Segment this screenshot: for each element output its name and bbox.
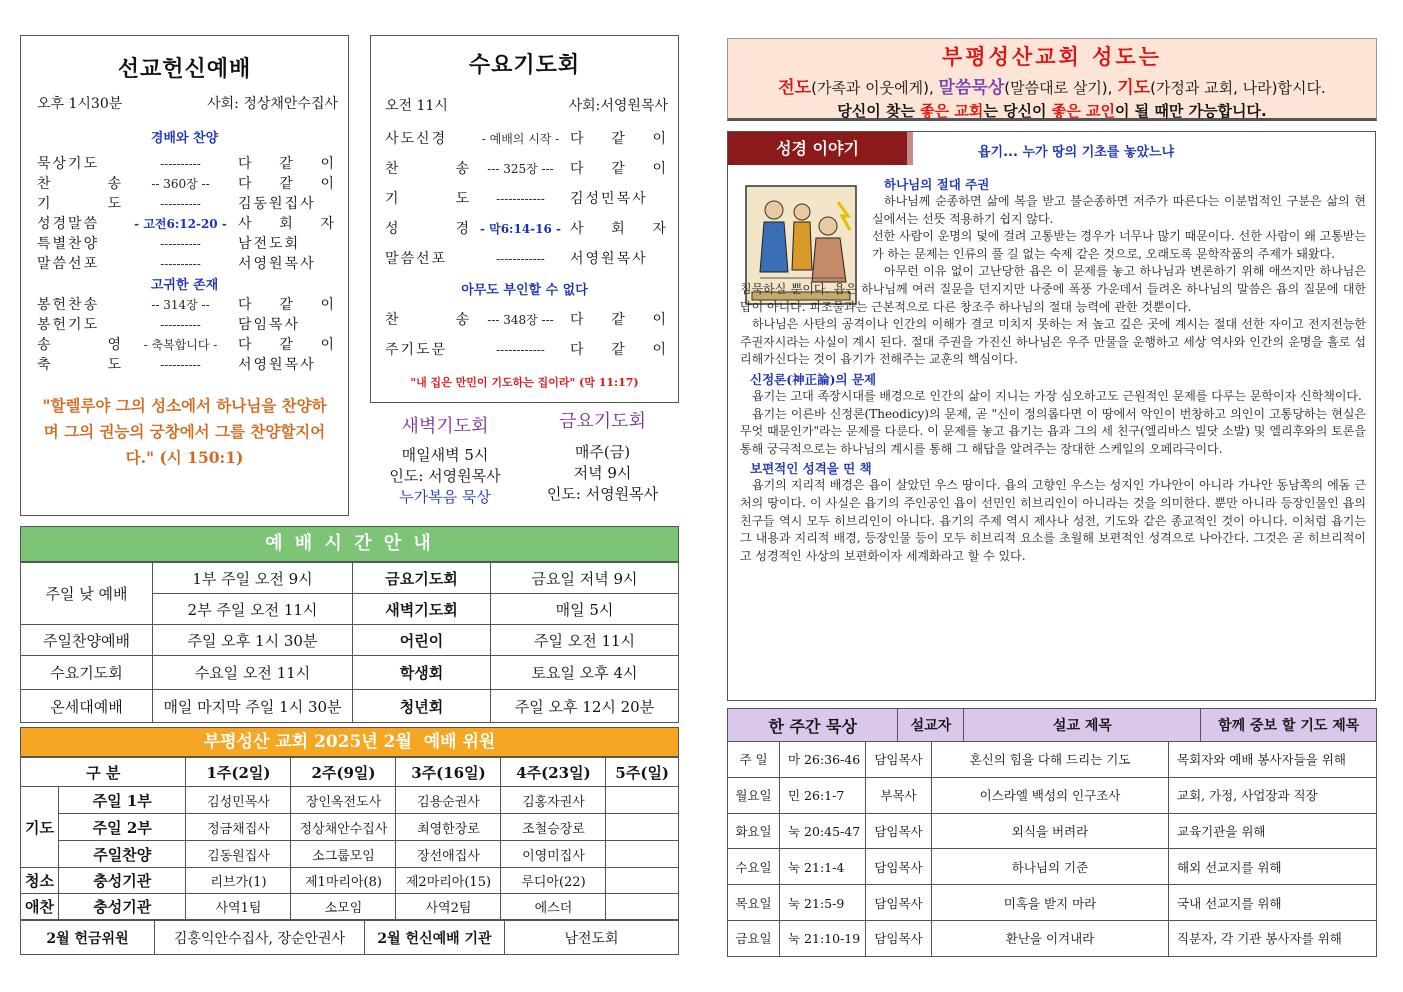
duty-cell: 소그룹모임 [291, 841, 396, 868]
meditation-prayer: 교육기관을 위해 [1169, 813, 1377, 849]
story-paragraph: 아무런 이유 없이 고난당한 욥은 이 문제를 놓고 하나님과 변론하기 위해 애쓰지만 하나님은 침묵하실 뿐이다. 욥은 하나님께 여러 질문을 던지지만 나중에 폭풍 가운데서 들려온 하나님의 말씀은 욥의 질문에 대한 답이 아니다. 피조물과는 근본적으로 다른 창조주 하나님의 절대 능력에 관한 것뿐이다. [740, 264, 1366, 314]
story-paragraph: 욥기는 이른바 신정론(Theodicy)의 문제, 곧 "신이 정의롭다면 이 땅에서 악인이 번창하고 의인이 고통당하는 현실은 무엇 때문인가"라는 문제를 다룬다. 이 문제를 놓고 욥기는 욥과 그의 세 친구(엘리바스 빌닷 소발) 및 엘리후와의 토론을 통해 궁극적으로는 하나님의 계시를 통해 그 해답을 알려주는 장대한 스케일의 오페라극이다. [740, 406, 1366, 456]
order-row [385, 310, 668, 330]
order-item-person: 다 같 이 [238, 337, 336, 353]
schedule-left-val-0: 주일 오후 1시 30분 [153, 625, 353, 656]
order-row [37, 214, 336, 234]
mission-section-1: 경배와 찬양 [150, 131, 219, 146]
meditation-prayer: 목회자와 예배 봉사자들을 위해 [1169, 742, 1377, 778]
order-item-detail: - 고전6:12-20 - [134, 217, 227, 231]
order-item-person: 담임목사 [238, 317, 301, 333]
wednesday-order-1 [371, 115, 678, 269]
duty-cell [606, 894, 679, 920]
devotion-label: 2월 헌신예배 기관 [365, 921, 505, 955]
order-item-detail: -- 314장 -- [151, 298, 210, 312]
duty-cell: 사역2팀 [396, 894, 501, 920]
mission-order-1 [21, 146, 348, 274]
meditation-title: 미혹을 받지 마라 [932, 885, 1169, 921]
order-item-person: 사 회 자 [238, 216, 336, 232]
schedule-right-val-2: 주일 오전 11시 [491, 625, 679, 656]
order-row [385, 129, 668, 149]
story-body [740, 176, 1366, 565]
order-item-person: 사 회 자 [570, 221, 668, 237]
duty-cell: 장인옥전도사 [291, 787, 396, 814]
order-item-person: 서영원목사 [238, 357, 316, 373]
banner-line2 [728, 73, 1376, 98]
duty-row-label: 충성기관 [59, 894, 186, 920]
duty-head-2: 2주(9일) [291, 758, 396, 787]
order-row [37, 335, 336, 355]
order-row [37, 154, 336, 174]
friday-title: 금요기도회 [559, 411, 646, 432]
order-item-person: 다 같 이 [570, 131, 668, 147]
duty-cell: 김홍자권사 [501, 787, 606, 814]
friday-line2: 저녁 9시 [573, 464, 632, 482]
order-item-person: 다 같 이 [570, 312, 668, 328]
duty-cell: 이영미집사 [501, 841, 606, 868]
story-paragraph: 하나님께 순종하면 삶에 복을 받고 불순종하면 저주가 따른다는 이분법적인 구분은 삶의 현실에서는 선뜻 적용하기 쉽지 않다. [872, 194, 1366, 226]
bible-story-box [727, 131, 1376, 701]
order-row [37, 234, 336, 254]
story-subheading-3: 보편적인 성격을 띤 책 [750, 461, 872, 477]
duty-head-0: 구 분 [21, 758, 186, 787]
banner-word-word: 말씀묵상 [938, 78, 1005, 98]
meditation-day: 수요일 [728, 849, 780, 885]
duty-header: 부평성산 교회 2025년 2월 예배 위원 [20, 727, 679, 757]
duty-cell [606, 841, 679, 868]
order-item-detail: --- 348장 --- [487, 313, 554, 327]
order-item-detail: ---------- [160, 237, 201, 251]
meditation-title: 이스라엘 백성의 인구조사 [932, 777, 1169, 813]
order-item-label: 말씀선포 [37, 256, 100, 272]
meditation-row [728, 777, 1377, 813]
mission-section-2: 고귀한 존재 [150, 278, 219, 293]
mission-order-2 [21, 293, 348, 375]
meditation-row [728, 849, 1377, 885]
duty-row-label: 주일찬양 [59, 841, 186, 868]
order-item-detail: ------------ [496, 192, 545, 206]
order-row [37, 295, 336, 315]
order-item-label: 특별찬양 [37, 236, 100, 252]
duty-head-5: 5주(일) [606, 758, 679, 787]
order-row [385, 219, 668, 239]
meditation-head-0: 한 주간 묵상 [728, 709, 898, 742]
duty-cell: 정금채집사 [186, 814, 291, 841]
order-item-label: 찬 송 [385, 161, 471, 177]
schedule-left-key-1: 수요기도회 [21, 656, 153, 690]
order-item-label: 기 도 [385, 191, 471, 207]
banner-text: (가족과 이웃에게), [811, 79, 939, 97]
duty-clean-label: 청소 [21, 868, 59, 894]
duty-cell: 조철승장로 [501, 814, 606, 841]
meditation-ref: 눅 21:10-19 [780, 920, 866, 956]
order-item-label: 묵상기도 [37, 156, 100, 172]
meditation-head-2: 설교 제목 [964, 709, 1201, 742]
schedule-sunday-1: 1부 주일 오전 9시 [153, 563, 353, 594]
order-item-person: 다 같 이 [238, 297, 336, 313]
schedule-right-key-3: 학생회 [353, 656, 491, 690]
order-row [385, 249, 668, 269]
story-paragraph: 하나님은 사탄의 공격이나 인간의 이해가 결코 미치지 못하는 저 높고 깊은 곳에 계시는 절대 선한 자이고 전지전능한 주권자시라는 사실이 계시 된다. 절대 주권을 가진신 하나님은 우주 만물을 운행하고 세상 역사와 인간의 운명을 홀로 섭리해가신다는 것이 욥기가 전해주는 교훈의 핵심이다. [740, 317, 1366, 367]
banner-good-member: 좋은 교인 [1051, 102, 1115, 120]
duty-cell: 최영한장로 [396, 814, 501, 841]
duty-cell: 소모임 [291, 894, 396, 920]
friday-prayer [530, 407, 675, 504]
meditation-row [728, 920, 1377, 956]
schedule-sunday-2: 2부 주일 오전 11시 [153, 594, 353, 625]
banner-text: 이 될 때만 가능합니다. [1114, 102, 1267, 120]
order-item-label: 말씀선포 [385, 251, 448, 267]
meditation-who: 담임목사 [866, 849, 932, 885]
order-item-detail: ------------ [496, 252, 545, 266]
order-item-label: 봉헌기도 [37, 317, 100, 333]
offering-label: 2월 헌금위원 [21, 921, 155, 955]
schedule-right-key-1: 새벽기도회 [353, 594, 491, 625]
order-item-detail: ---------- [160, 318, 201, 332]
order-item-person: 서영원목사 [570, 251, 648, 267]
order-row [385, 189, 668, 209]
meditation-head-3: 함께 중보 할 기도 제목 [1201, 709, 1377, 742]
schedule-right-key-0: 금요기도회 [353, 563, 491, 594]
order-item-label: 성경말씀 [37, 216, 100, 232]
order-item-person: 서영원목사 [238, 256, 316, 272]
story-paragraph: 욥기는 고대 족장시대를 배경으로 인간의 삶이 지니는 가장 심오하고도 근원적인 문제를 다루는 문학이자 신학책이다. [752, 388, 1362, 403]
duty-cell: 루디아(22) [501, 868, 606, 894]
dawn-line3: 누가복음 묵상 [399, 488, 491, 506]
meditation-ref: 눅 21:1-4 [780, 849, 866, 885]
duty-cell [606, 814, 679, 841]
meditation-ref: 민 26:1-7 [780, 777, 866, 813]
duty-cell [606, 787, 679, 814]
meditation-title: 환난을 이겨내라 [932, 920, 1169, 956]
story-heading: 욥기... 누가 땅의 기초를 놓았느냐 [978, 145, 1175, 160]
order-item-person: 남전도회 [238, 236, 301, 252]
duty-row-label: 충성기관 [59, 868, 186, 894]
banner-word-prayer: 기도 [1117, 78, 1151, 98]
meditation-prayer: 직분자, 각 기관 봉사자를 위해 [1169, 920, 1377, 956]
meditation-prayer: 해외 선교지를 위해 [1169, 849, 1377, 885]
banner-text: 당신이 찾는 [837, 102, 921, 120]
meditation-head-1: 설교자 [898, 709, 964, 742]
wednesday-title: 수요기도회 [468, 52, 581, 78]
duty-cell: 리브가(1) [186, 868, 291, 894]
duty-cell: 사역1팀 [186, 894, 291, 920]
order-item-detail: --- 325장 --- [487, 162, 554, 176]
offering-names: 김홍익안수집사, 장순안권사 [155, 921, 365, 955]
banner-text: (가정과 교회, 나라)합시다. [1150, 79, 1326, 97]
order-item-person: 다 같 이 [238, 176, 336, 192]
story-paragraph: 욥기의 지리적 배경은 욥이 살았던 우스 땅이다. 욥의 고향인 우스는 성지인 가나안이 아니라 가나안 동남쪽의 에돔 근처의 땅이다. 이 사실은 욥기의 주인공인 욥이 선민인 히브리인이 아니라는 것을 의미한다. 뿐만 아니라 등장인물인 욥의 친구들 역시 모두 히브리인이 아니다. 욥기의 주제 역시 제사나 성전, 기도와 같은 종교적인 것이 아니다. 이처럼 욥기는 그 내용과 지리적 배경, 등장인물 등이 모두 히브리적 요소를 초월해 보편적인 성격으로 나아간다. 그것은 곧 히브리적이고 성경적인 사상의 보편화이자 세계화라고 할 수 있다. [740, 478, 1366, 563]
order-row [37, 194, 336, 214]
schedule-left-val-1: 수요일 오전 11시 [153, 656, 353, 690]
meditation-table [727, 708, 1377, 742]
meditation-who: 담임목사 [866, 885, 932, 921]
banner-word-evangelism: 전도 [778, 78, 812, 98]
banner-line3 [728, 100, 1376, 121]
order-item-detail: - 예배의 시작 - [481, 132, 560, 146]
banner-text: (말씀대로 살기), [1004, 79, 1118, 97]
meditation-prayer: 교회, 가정, 사업장과 직장 [1169, 777, 1377, 813]
meditation-title: 하나님의 기준 [932, 849, 1169, 885]
schedule-right-val-3: 토요일 오후 4시 [491, 656, 679, 690]
meditation-day: 목요일 [728, 885, 780, 921]
meditation-prayer: 국내 선교지를 위해 [1169, 885, 1377, 921]
schedule-sunday-label: 주일 낮 예배 [21, 563, 153, 625]
order-item-label: 봉헌찬송 [37, 297, 100, 313]
order-row [37, 355, 336, 375]
wednesday-section: 아무도 부인할 수 없다 [461, 283, 588, 298]
duty-row-label: 주일 1부 [59, 787, 186, 814]
duty-head-1: 1주(2일) [186, 758, 291, 787]
order-item-person: 김동원집사 [238, 196, 316, 212]
meditation-row [728, 742, 1377, 778]
meditation-who: 부목사 [866, 777, 932, 813]
order-item-label: 성 경 [385, 221, 471, 237]
wednesday-order-2 [371, 298, 678, 360]
schedule-right-key-2: 어린이 [353, 625, 491, 656]
banner-text: 는 당신이 [983, 102, 1052, 120]
order-item-label: 축 도 [37, 357, 123, 373]
order-row [385, 340, 668, 360]
meditation-who: 담임목사 [866, 742, 932, 778]
meditation-row [728, 813, 1377, 849]
schedule-right-val-0: 금요일 저녁 9시 [491, 563, 679, 594]
meditation-day: 화요일 [728, 813, 780, 849]
order-item-label: 기 도 [37, 196, 123, 212]
meditation-who: 담임목사 [866, 813, 932, 849]
schedule-right-key-4: 청년회 [353, 690, 491, 723]
schedule-header: 예 배 시 간 안 내 [20, 526, 679, 562]
story-subheading-1: 하나님의 절대 주권 [884, 177, 990, 192]
order-item-label: 찬 송 [385, 312, 471, 328]
meditation-who: 담임목사 [866, 920, 932, 956]
wednesday-verse: "내 집은 만민이 기도하는 집이라" (막 11:17) [410, 376, 639, 389]
duty-cell: 에스더 [501, 894, 606, 920]
dawn-prayer [375, 412, 515, 507]
offering-table [20, 920, 679, 955]
meditation-day: 금요일 [728, 920, 780, 956]
duty-cell: 제2마리아(15) [396, 868, 501, 894]
meditation-title: 혼신의 힘을 다해 드리는 기도 [932, 742, 1169, 778]
dawn-line1: 매일새벽 5시 [401, 446, 489, 464]
meditation-ref: 마 26:36-46 [780, 742, 866, 778]
schedule-left-key-0: 주일찬양예배 [21, 625, 153, 656]
schedule-table [20, 562, 679, 723]
duty-pray-label: 기도 [21, 787, 59, 868]
banner-title: 부평성산교회 성도는 [942, 45, 1162, 69]
order-item-label: 사도신경 [385, 131, 448, 147]
order-item-detail: - 막6:14-16 - [479, 222, 562, 236]
order-row [37, 174, 336, 194]
meditation-ref: 눅 20:45-47 [780, 813, 866, 849]
order-item-detail: ---------- [160, 257, 201, 271]
duty-cell [606, 868, 679, 894]
duty-cell: 김성민목사 [186, 787, 291, 814]
order-item-detail: ---------- [160, 197, 201, 211]
order-item-label: 송 영 [37, 337, 123, 353]
duty-cell: 김용순권사 [396, 787, 501, 814]
duty-cell: 김동원집사 [186, 841, 291, 868]
duty-head-4: 4주(23일) [501, 758, 606, 787]
mission-leader: 사회: 정상채안수집사 [207, 96, 338, 112]
devotion-group: 남전도회 [505, 921, 679, 955]
order-item-person: 다 같 이 [570, 342, 668, 358]
church-banner [727, 38, 1377, 121]
order-item-label: 찬 송 [37, 176, 123, 192]
schedule-left-key-2: 온세대예배 [21, 690, 153, 723]
schedule-left-val-2: 매일 마지막 주일 1시 30분 [153, 690, 353, 723]
story-subheading-2: 신정론(神正論)의 문제 [750, 371, 877, 387]
duty-cell: 정상채안수집사 [291, 814, 396, 841]
meditation-title: 외식을 버려라 [932, 813, 1169, 849]
schedule-right-val-4: 주일 오후 12시 20분 [491, 690, 679, 723]
duty-aechan-label: 애찬 [21, 894, 59, 920]
duty-cell: 장선애집사 [396, 841, 501, 868]
order-item-person: 다 같 이 [238, 156, 336, 172]
duty-table [20, 757, 679, 920]
order-item-detail: ------------ [496, 343, 545, 357]
friday-line3: 인도: 서영원목사 [546, 485, 659, 503]
order-item-label: 주기도문 [385, 342, 448, 358]
meditation-day: 주 일 [728, 742, 780, 778]
mission-title: 선교헌신예배 [117, 56, 252, 82]
dawn-line2: 인도: 서영원목사 [389, 467, 501, 485]
mission-service-box [20, 35, 349, 516]
duty-row-label: 주일 2부 [59, 814, 186, 841]
schedule-right-val-1: 매일 5시 [491, 594, 679, 625]
story-paragraph: 선한 사람이 운명의 덫에 걸려 고통받는 경우가 너무나 많기 때문이다. 선한 사람이 왜 고통받는가 하는 문제는 인류의 풀 길 없는 숙제 같은 것으로, 오래도록 문학작품의 주제가 돼왔다. [872, 229, 1366, 261]
meditation-ref: 눅 21:5-9 [780, 885, 866, 921]
meditation-row [728, 885, 1377, 921]
mission-time: 오후 1시30분 [37, 96, 123, 112]
order-item-detail: ---------- [160, 157, 201, 171]
order-item-detail: - 축복합니다 - [143, 338, 218, 352]
story-tab: 성경 이야기 [728, 132, 913, 165]
order-item-detail: ---------- [160, 358, 201, 372]
order-row [385, 159, 668, 179]
order-item-person: 김성민목사 [570, 191, 648, 207]
wednesday-service-box [370, 35, 679, 403]
friday-line1: 매주(금) [574, 443, 631, 461]
wednesday-time: 오전 11시 [385, 98, 448, 114]
wednesday-leader: 사회:서영원목사 [568, 98, 668, 114]
meditation-day: 월요일 [728, 777, 780, 813]
order-row [37, 254, 336, 274]
order-item-detail: -- 360장 -- [151, 177, 210, 191]
order-item-person: 다 같 이 [570, 161, 668, 177]
dawn-title: 새벽기도회 [401, 416, 489, 437]
duty-cell: 제1마리아(8) [291, 868, 396, 894]
mission-verse: "할렐루야 그의 성소에서 하나님을 찬양하며 그의 권능의 궁창에서 그를 찬양할지어다." (시 150:1) [42, 396, 327, 467]
banner-good-church: 좋은 교회 [920, 102, 984, 120]
meditation-body [727, 741, 1377, 957]
order-row [37, 315, 336, 335]
duty-head-3: 3주(16일) [396, 758, 501, 787]
